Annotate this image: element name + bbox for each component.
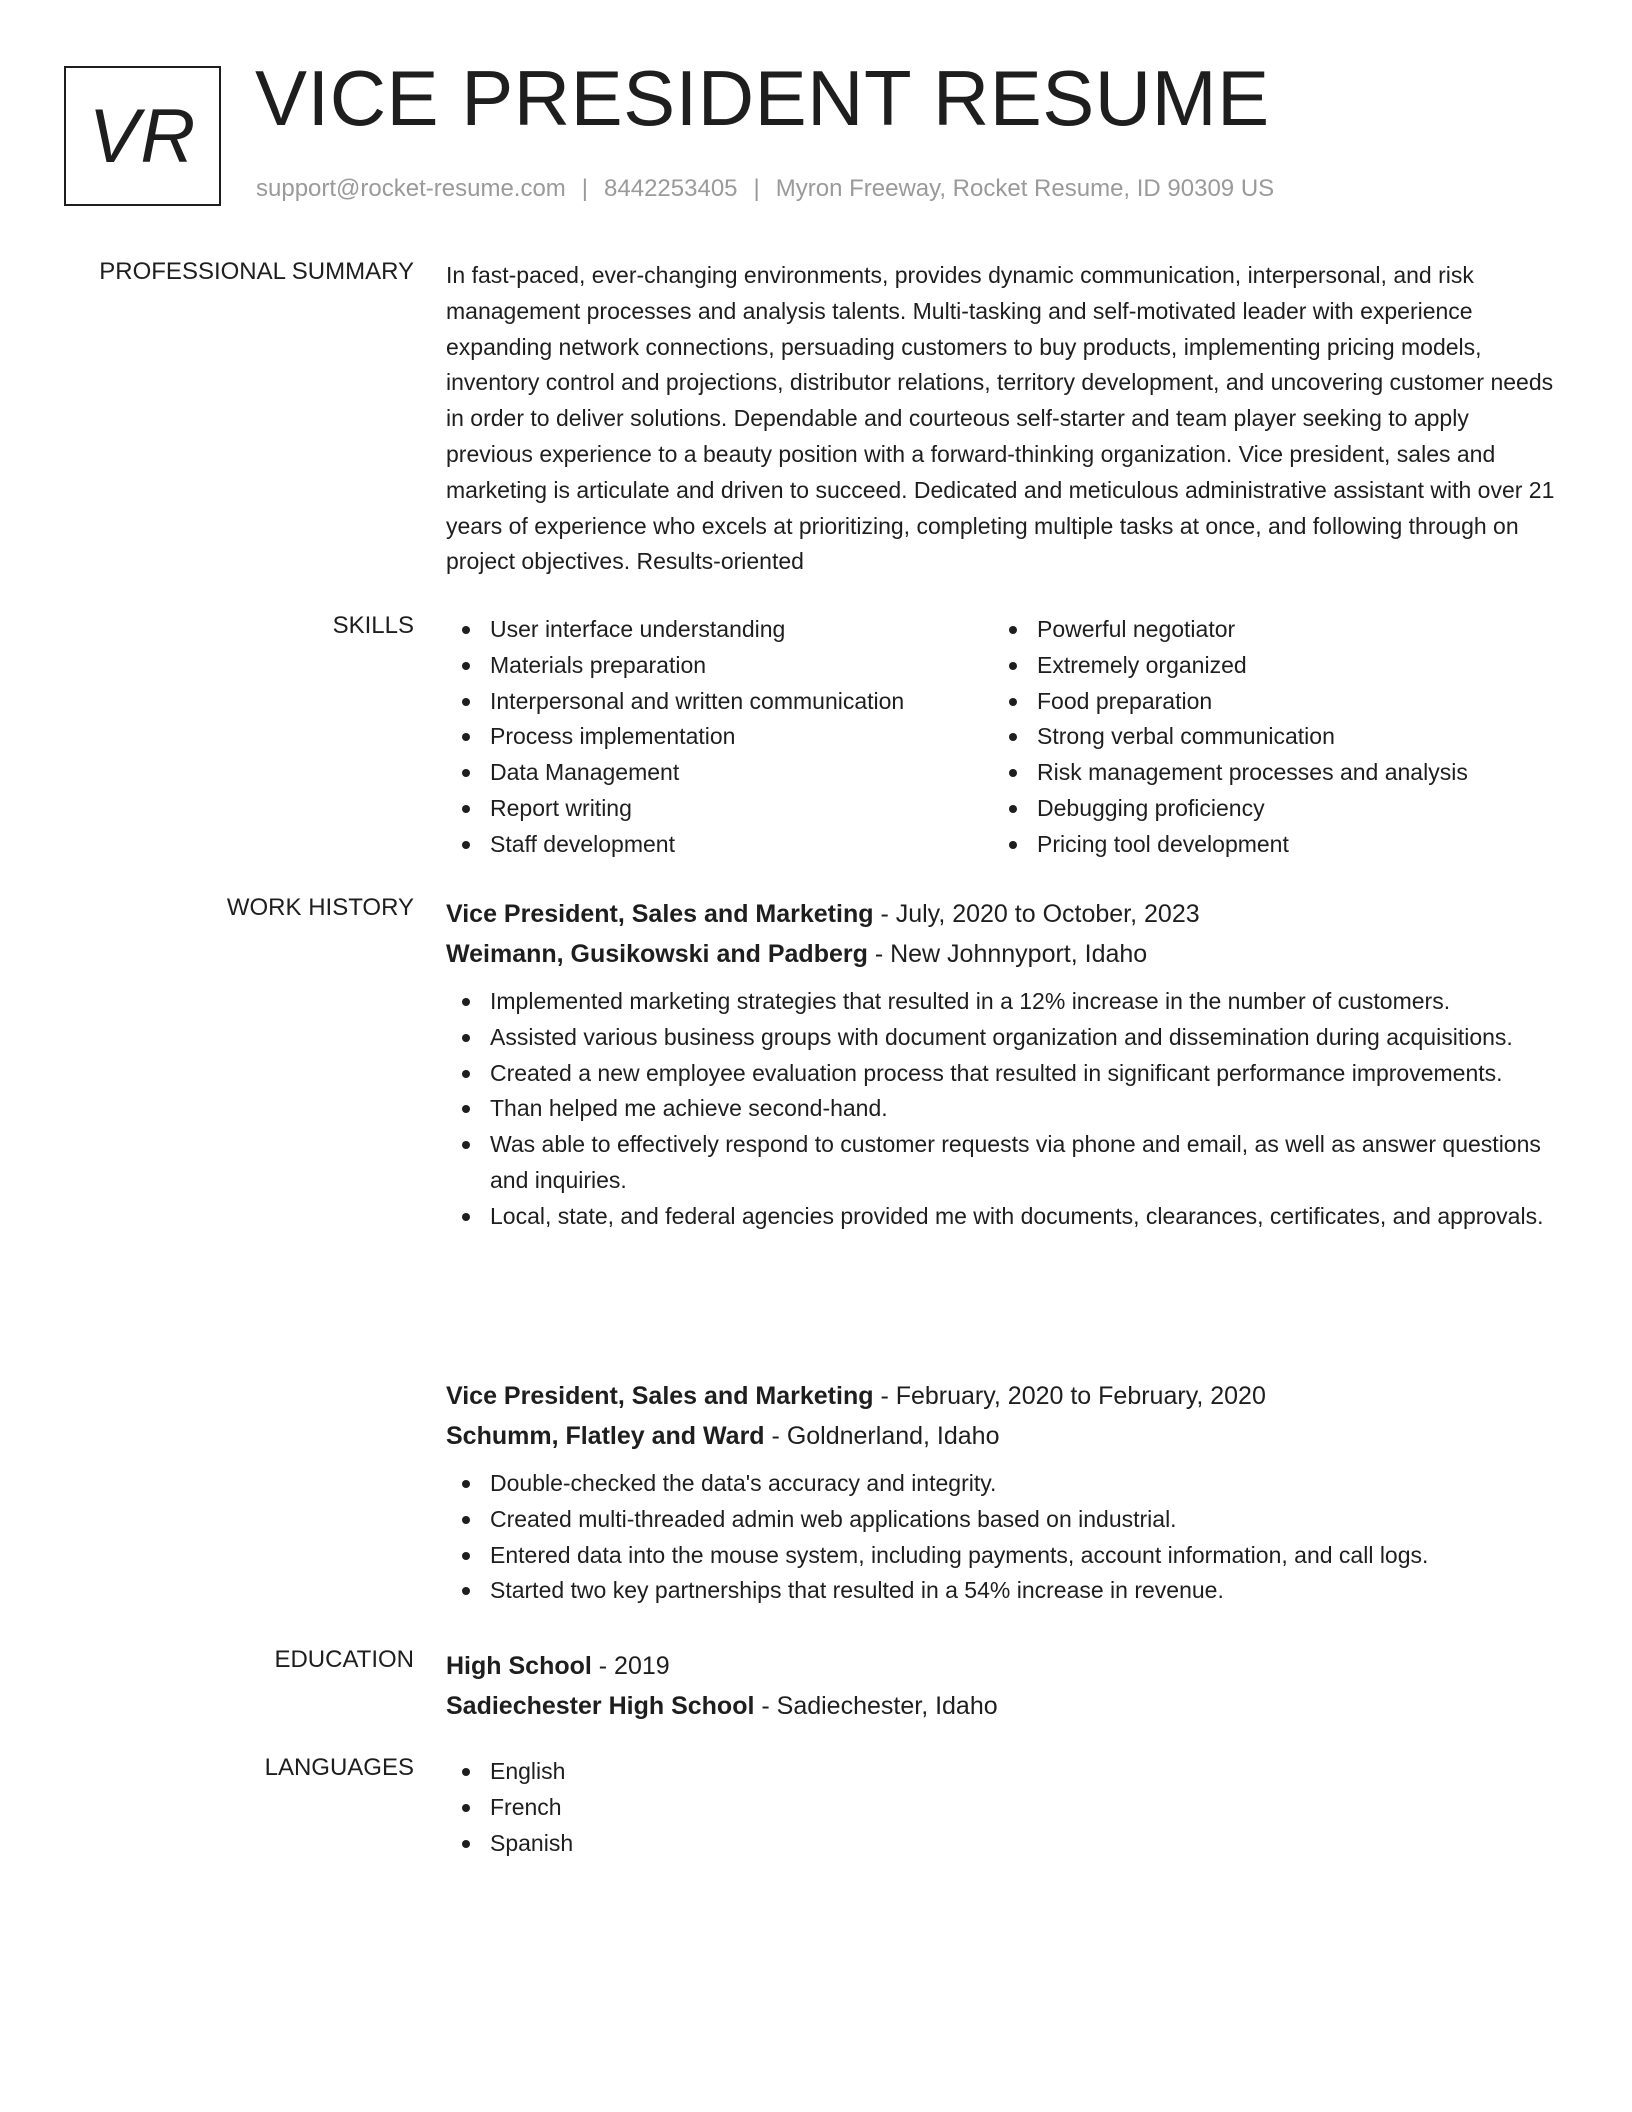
- job-bullet: Was able to effectively respond to customer requests via phone and email, as well as answer questions and inquiries.: [446, 1127, 1556, 1199]
- education-degree-line: [446, 1646, 1556, 1686]
- skills-list-right: [993, 612, 1540, 863]
- skill-item: User interface understanding: [446, 612, 993, 648]
- skill-item: Debugging proficiency: [993, 791, 1540, 827]
- skill-item: Data Management: [446, 755, 993, 791]
- job-location: - Goldnerland, Idaho: [771, 1422, 1000, 1450]
- resume-title: VICE PRESIDENT RESUME: [255, 54, 1270, 142]
- skill-item: Process implementation: [446, 719, 993, 755]
- education-school: Sadiechester High School: [446, 1692, 755, 1720]
- contact-phone[interactable]: 8442253405: [604, 175, 738, 202]
- job-company-line: [446, 934, 1556, 974]
- skills-heading: SKILLS: [332, 612, 414, 639]
- job-bullet: Assisted various business groups with document organization and dissemination during acquisitions.: [446, 1020, 1556, 1056]
- languages-content: [446, 1754, 1556, 1861]
- language-item: Spanish: [446, 1826, 1556, 1862]
- job-bullet: Double-checked the data's accuracy and integrity.: [446, 1466, 1556, 1502]
- job-title-line: [446, 894, 1556, 934]
- summary-text: In fast-paced, ever-changing environments, provides dynamic communication, interpersonal, and risk management processes and analysis talents. Multi-tasking and self-motivated leader with experience expanding network connections, persuading customers to buy products, implementing pricing models, inventory control and projections, distributor relations, territory development, and uncovering customer needs in order to deliver solutions. Dependable and courteous self-starter and team player seeking to apply previous experience to a beauty position with a forward-thinking organization. Vice president, sales and marketing is articulate and driven to succeed. Dedicated and meticulous administrative assistant with over 21 years of experience who excels at prioritizing, completing multiple tasks at once, and following through on project objectives. Results-oriented: [446, 262, 1555, 575]
- skill-item: Materials preparation: [446, 648, 993, 684]
- languages-list: [446, 1754, 1556, 1861]
- contact-separator: |: [581, 175, 589, 202]
- job-entry: [446, 1376, 1556, 1609]
- job-title-line: [446, 1376, 1556, 1416]
- job-location: - New Johnnyport, Idaho: [874, 940, 1148, 968]
- monogram-initials: VR: [88, 93, 197, 179]
- skill-item: Strong verbal communication: [993, 719, 1540, 755]
- job-bullet: Started two key partnerships that resulted in a 54% increase in revenue.: [446, 1573, 1556, 1609]
- contact-email[interactable]: support@rocket-resume.com: [256, 175, 566, 202]
- language-item: French: [446, 1790, 1556, 1826]
- summary-heading: PROFESSIONAL SUMMARY: [99, 258, 414, 285]
- job-bullets: [446, 1466, 1556, 1609]
- contact-line: [256, 175, 1274, 203]
- language-item: English: [446, 1754, 1556, 1790]
- monogram-box: [64, 66, 221, 206]
- work-history-heading: WORK HISTORY: [226, 894, 414, 921]
- skill-item: Staff development: [446, 827, 993, 863]
- education-location: - Sadiechester, Idaho: [761, 1692, 998, 1720]
- skills-list-left: [446, 612, 993, 863]
- education-year: - 2019: [598, 1652, 670, 1680]
- skill-item: Pricing tool development: [993, 827, 1540, 863]
- education-degree: High School: [446, 1652, 592, 1680]
- skill-item: Risk management processes and analysis: [993, 755, 1540, 791]
- skill-item: Interpersonal and written communication: [446, 684, 993, 720]
- contact-address: Myron Freeway, Rocket Resume, ID 90309 US: [775, 175, 1275, 202]
- job-bullet: Local, state, and federal agencies provided me with documents, clearances, certificates, and approvals.: [446, 1199, 1556, 1235]
- job-bullet: Entered data into the mouse system, including payments, account information, and call logs.: [446, 1538, 1556, 1574]
- job-bullet: Created a new employee evaluation process that resulted in significant performance improvements.: [446, 1056, 1556, 1092]
- job-bullet: Implemented marketing strategies that resulted in a 12% increase in the number of customers.: [446, 984, 1556, 1020]
- education-school-line: [446, 1686, 1556, 1726]
- job-company: Weimann, Gusikowski and Padberg: [446, 940, 868, 968]
- job-dates: - July, 2020 to October, 2023: [880, 900, 1200, 928]
- job-bullet: Created multi-threaded admin web applications based on industrial.: [446, 1502, 1556, 1538]
- job-bullet: Than helped me achieve second-hand.: [446, 1091, 1556, 1127]
- skills-content: [446, 612, 1556, 863]
- contact-separator: |: [753, 175, 760, 202]
- skill-item: Report writing: [446, 791, 993, 827]
- job-title: Vice President, Sales and Marketing: [446, 900, 874, 928]
- job-dates: - February, 2020 to February, 2020: [880, 1382, 1266, 1410]
- job-title: Vice President, Sales and Marketing: [446, 1382, 874, 1410]
- job-company: Schumm, Flatley and Ward: [446, 1422, 765, 1450]
- education-content: [446, 1646, 1556, 1726]
- languages-heading: LANGUAGES: [264, 1754, 414, 1781]
- job-company-line: [446, 1416, 1556, 1456]
- skill-item: Extremely organized: [993, 648, 1540, 684]
- skill-item: Food preparation: [993, 684, 1540, 720]
- job-bullets: [446, 984, 1556, 1235]
- education-heading: EDUCATION: [274, 1646, 414, 1673]
- summary-content: [446, 258, 1556, 580]
- job-entry: [446, 894, 1556, 1235]
- skill-item: Powerful negotiator: [993, 612, 1540, 648]
